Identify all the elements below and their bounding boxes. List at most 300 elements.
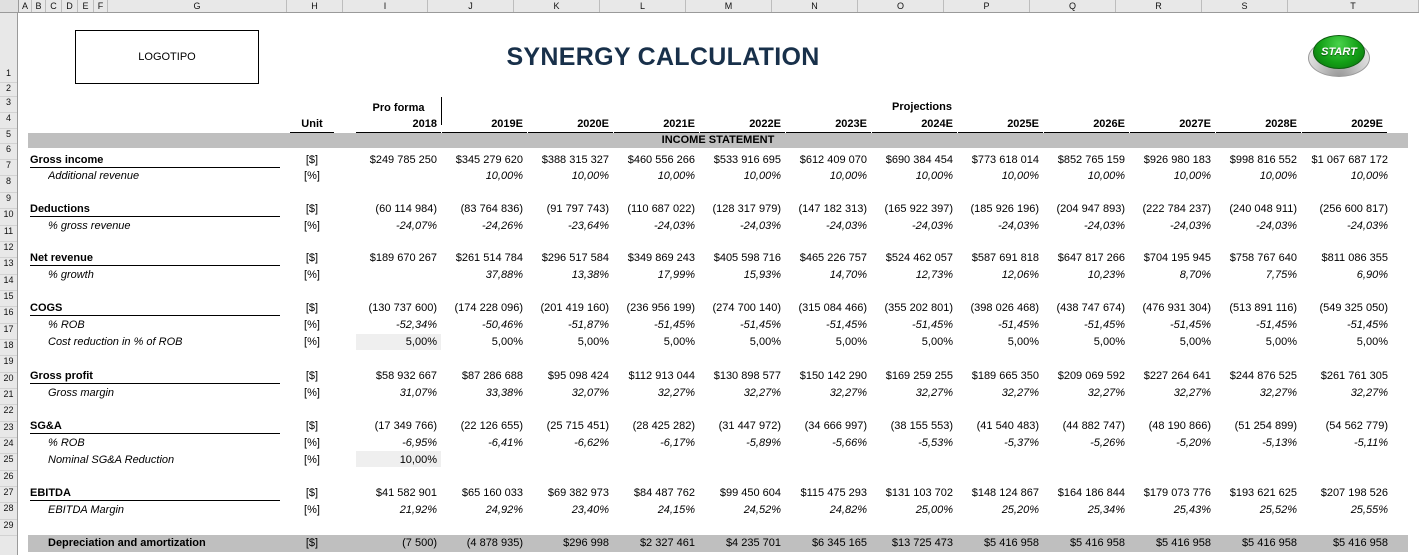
column-header-H[interactable]: H — [287, 0, 343, 12]
cell-deductions-2020E[interactable]: (91 797 743) — [546, 203, 609, 215]
row-header-column — [0, 13, 18, 555]
cell-cost-reduction-2018[interactable]: 5,00% — [405, 336, 437, 348]
cell-gross-profit-2029E[interactable]: $261 761 305 — [1320, 370, 1388, 382]
cell-gross-profit-2023E[interactable]: $150 142 290 — [799, 370, 867, 382]
cell-cogs-2022E[interactable]: (274 700 140) — [712, 302, 781, 314]
cell-ebitda-margin-2028E[interactable]: 25,52% — [1259, 504, 1297, 516]
cell-cogs-2020E[interactable]: (201 419 160) — [540, 302, 609, 314]
cell-net-revenue-2027E[interactable]: $704 195 945 — [1143, 252, 1211, 264]
row-label-ebitda: EBITDA — [30, 487, 71, 499]
cell-net-revenue-2021E[interactable]: $349 869 243 — [627, 252, 695, 264]
cell-depreciation-2024E[interactable]: $13 725 473 — [891, 537, 953, 549]
row-header-13[interactable]: 13 — [0, 258, 17, 275]
column-header-N[interactable]: N — [772, 0, 858, 12]
cell-net-revenue-2028E[interactable]: $758 767 640 — [1229, 252, 1297, 264]
cell-ebitda-margin-2019E[interactable]: 24,92% — [485, 504, 523, 516]
cell-cost-reduction-2027E[interactable]: 5,00% — [1179, 336, 1211, 348]
underline-deductions — [30, 216, 280, 217]
cell-sga-2025E[interactable]: (41 540 483) — [976, 420, 1039, 432]
cell-gross-income-2026E[interactable]: $852 765 159 — [1057, 154, 1125, 166]
cell-gross-margin-2019E[interactable]: 33,38% — [485, 387, 523, 399]
column-header-B[interactable]: B — [32, 0, 46, 12]
cell-additional-revenue-2028E[interactable]: 10,00% — [1259, 170, 1297, 182]
cell-ebitda-2029E[interactable]: $207 198 526 — [1320, 487, 1388, 499]
cell-cost-reduction-2019E[interactable]: 5,00% — [491, 336, 523, 348]
start-button-label: START — [1321, 46, 1357, 58]
year-header-2025E: 2025E — [958, 117, 1043, 133]
year-header-2018: 2018 — [356, 117, 441, 133]
column-header-row — [0, 0, 1419, 13]
cell-gross-margin-2018[interactable]: 31,07% — [399, 387, 437, 399]
cell-pct-rob-sga-2020E[interactable]: -6,62% — [574, 437, 609, 449]
cell-cost-reduction-2020E[interactable]: 5,00% — [577, 336, 609, 348]
cell-ebitda-margin-2021E[interactable]: 24,15% — [657, 504, 695, 516]
column-header-A[interactable]: A — [19, 0, 32, 12]
cell-depreciation-2023E[interactable]: $6 345 165 — [811, 537, 867, 549]
cell-cogs-2027E[interactable]: (476 931 304) — [1142, 302, 1211, 314]
cell-deductions-2025E[interactable]: (185 926 196) — [970, 203, 1039, 215]
cell-pct-gross-revenue-2024E[interactable]: -24,03% — [912, 220, 953, 232]
cell-deductions-2029E[interactable]: (256 600 817) — [1319, 203, 1388, 215]
cell-ebitda-margin-2026E[interactable]: 25,34% — [1087, 504, 1125, 516]
row-header-8[interactable]: 8 — [0, 176, 17, 193]
row-label-depreciation-amortization: Depreciation and amortization — [48, 537, 206, 549]
cell-sga-2029E[interactable]: (54 562 779) — [1325, 420, 1388, 432]
year-header-2020E: 2020E — [528, 117, 613, 133]
underline-cogs — [30, 315, 280, 316]
row-label-additional-revenue: Additional revenue — [48, 170, 140, 182]
cell-gross-margin-2029E[interactable]: 32,27% — [1350, 387, 1388, 399]
row-header-3[interactable]: 3 — [0, 97, 17, 113]
row-header-26[interactable]: 26 — [0, 471, 17, 487]
cell-gross-margin-2025E[interactable]: 32,27% — [1001, 387, 1039, 399]
column-header-C[interactable]: C — [46, 0, 62, 12]
row-header-28[interactable]: 28 — [0, 503, 17, 520]
cell-cost-reduction-2021E[interactable]: 5,00% — [663, 336, 695, 348]
cell-pct-growth-2028E[interactable]: 7,75% — [1265, 269, 1297, 281]
cell-net-revenue-2024E[interactable]: $524 462 057 — [885, 252, 953, 264]
cell-pct-growth-2021E[interactable]: 17,99% — [657, 269, 695, 281]
cell-pct-rob-cogs-2029E[interactable]: -51,45% — [1347, 319, 1388, 331]
column-header-O[interactable]: O — [858, 0, 944, 12]
row-header-10[interactable]: 10 — [0, 209, 17, 226]
cell-gross-profit-2020E[interactable]: $95 098 424 — [547, 370, 609, 382]
cell-gross-profit-2028E[interactable]: $244 876 525 — [1229, 370, 1297, 382]
cell-net-revenue-2025E[interactable]: $587 691 818 — [971, 252, 1039, 264]
row-header-14[interactable]: 14 — [0, 275, 17, 291]
cell-cogs-2025E[interactable]: (398 026 468) — [970, 302, 1039, 314]
cell-depreciation-2020E[interactable]: $296 998 — [563, 537, 609, 549]
row-header-16[interactable]: 16 — [0, 307, 17, 324]
cell-ebitda-margin-2020E[interactable]: 23,40% — [571, 504, 609, 516]
cell-gross-income-2028E[interactable]: $998 816 552 — [1229, 154, 1297, 166]
cell-ebitda-margin-2024E[interactable]: 25,00% — [915, 504, 953, 516]
cell-gross-profit-2018[interactable]: $58 932 667 — [375, 370, 437, 382]
cell-additional-revenue-2020E[interactable]: 10,00% — [571, 170, 609, 182]
cell-ebitda-2027E[interactable]: $179 073 776 — [1143, 487, 1211, 499]
cell-gross-margin-2027E[interactable]: 32,27% — [1173, 387, 1211, 399]
cell-cost-reduction-2022E[interactable]: 5,00% — [749, 336, 781, 348]
cell-net-revenue-2029E[interactable]: $811 086 355 — [1321, 252, 1388, 264]
cell-pct-growth-2020E[interactable]: 13,38% — [571, 269, 609, 281]
projections-label: Projections — [892, 101, 952, 113]
cell-ebitda-margin-2025E[interactable]: 25,20% — [1001, 504, 1039, 516]
cell-deductions-2022E[interactable]: (128 317 979) — [712, 203, 781, 215]
cell-sga-2022E[interactable]: (31 447 972) — [718, 420, 781, 432]
cell-pct-rob-sga-2023E[interactable]: -5,66% — [832, 437, 867, 449]
row-header-7[interactable]: 7 — [0, 160, 17, 176]
cell-net-revenue-2018[interactable]: $189 670 267 — [369, 252, 437, 264]
cell-additional-revenue-2025E[interactable]: 10,00% — [1001, 170, 1039, 182]
cell-sga-2023E[interactable]: (34 666 997) — [804, 420, 867, 432]
cell-pct-rob-sga-2025E[interactable]: -5,37% — [1004, 437, 1039, 449]
start-button-face — [1313, 35, 1365, 69]
column-header-M[interactable]: M — [686, 0, 772, 12]
underline-gross-income — [30, 167, 280, 168]
cell-cost-reduction-2028E[interactable]: 5,00% — [1265, 336, 1297, 348]
logo-placeholder — [75, 30, 259, 84]
unit-pct-rob-cogs: [%] — [304, 319, 320, 331]
cell-ebitda-2026E[interactable]: $164 186 844 — [1057, 487, 1125, 499]
row-header-2[interactable]: 2 — [0, 83, 17, 97]
cell-sga-2018[interactable]: (17 349 766) — [374, 420, 437, 432]
cell-pct-rob-cogs-2022E[interactable]: -51,45% — [740, 319, 781, 331]
cell-gross-profit-2021E[interactable]: $112 913 044 — [628, 370, 695, 382]
row-label-gross-margin: Gross margin — [48, 387, 115, 399]
column-header-F[interactable]: F — [94, 0, 108, 12]
cell-pct-rob-cogs-2024E[interactable]: -51,45% — [912, 319, 953, 331]
cell-ebitda-margin-2018[interactable]: 21,92% — [399, 504, 437, 516]
cell-gross-income-2020E[interactable]: $388 315 327 — [541, 154, 609, 166]
year-header-2023E: 2023E — [786, 117, 871, 133]
cell-pct-rob-sga-2019E[interactable]: -6,41% — [488, 437, 523, 449]
cell-pct-gross-revenue-2026E[interactable]: -24,03% — [1084, 220, 1125, 232]
row-label-net-revenue: Net revenue — [30, 252, 93, 264]
column-header-K[interactable]: K — [514, 0, 600, 12]
section-banner-income-statement: INCOME STATEMENT — [28, 133, 1408, 148]
cell-additional-revenue-2029E[interactable]: 10,00% — [1350, 170, 1388, 182]
unit-cost-reduction: [%] — [304, 336, 320, 348]
cell-ebitda-2028E[interactable]: $193 621 625 — [1229, 487, 1297, 499]
unit-cogs: [$] — [305, 302, 319, 314]
cell-pct-rob-sga-2029E[interactable]: -5,11% — [1353, 437, 1388, 449]
cell-ebitda-2024E[interactable]: $131 103 702 — [885, 487, 953, 499]
cell-pct-gross-revenue-2022E[interactable]: -24,03% — [740, 220, 781, 232]
cell-gross-income-2021E[interactable]: $460 556 266 — [627, 154, 695, 166]
column-header-L[interactable]: L — [600, 0, 686, 12]
column-header-J[interactable]: J — [428, 0, 514, 12]
cell-pct-growth-2025E[interactable]: 12,06% — [1001, 269, 1039, 281]
logo-label: LOGOTIPO — [138, 51, 196, 63]
cell-cogs-2021E[interactable]: (236 956 199) — [626, 302, 695, 314]
year-header-2029E: 2029E — [1302, 117, 1387, 133]
cell-grid[interactable] — [18, 13, 1419, 555]
cell-cost-reduction-2029E[interactable]: 5,00% — [1356, 336, 1388, 348]
cell-pct-gross-revenue-2028E[interactable]: -24,03% — [1256, 220, 1297, 232]
cell-gross-income-2018[interactable]: $249 785 250 — [369, 154, 437, 166]
row-label-deductions: Deductions — [30, 203, 90, 215]
cell-gross-income-2024E[interactable]: $690 384 454 — [885, 154, 953, 166]
row-header-5[interactable]: 5 — [0, 129, 17, 144]
cell-pct-rob-sga-2018[interactable]: -6,95% — [402, 437, 437, 449]
row-label-cost-reduction: Cost reduction in % of ROB — [48, 336, 183, 348]
sheet-body — [0, 13, 1419, 555]
cell-net-revenue-2023E[interactable]: $465 226 757 — [799, 252, 867, 264]
row-header-21[interactable]: 21 — [0, 389, 17, 405]
cell-cost-reduction-2023E[interactable]: 5,00% — [835, 336, 867, 348]
cell-ebitda-margin-2023E[interactable]: 24,82% — [829, 504, 867, 516]
cell-ebitda-2021E[interactable]: $84 487 762 — [633, 487, 695, 499]
cell-deductions-2024E[interactable]: (165 922 397) — [884, 203, 953, 215]
row-label-pct-rob-cogs: % ROB — [48, 319, 85, 331]
column-header-T[interactable]: T — [1288, 0, 1419, 12]
cell-gross-income-2029E[interactable]: $1 067 687 172 — [1311, 154, 1388, 166]
cell-additional-revenue-2023E[interactable]: 10,00% — [829, 170, 867, 182]
page-title: SYNERGY CALCULATION — [506, 43, 820, 71]
cell-deductions-2026E[interactable]: (204 947 893) — [1056, 203, 1125, 215]
cell-deductions-2023E[interactable]: (147 182 313) — [798, 203, 867, 215]
cell-additional-revenue-2019E[interactable]: 10,00% — [485, 170, 523, 182]
row-header-27[interactable]: 27 — [0, 487, 17, 503]
row-header-11[interactable]: 11 — [0, 226, 17, 242]
column-header-G[interactable]: G — [108, 0, 287, 12]
cell-gross-margin-2023E[interactable]: 32,27% — [829, 387, 867, 399]
cell-ebitda-margin-2029E[interactable]: 25,55% — [1350, 504, 1388, 516]
cell-cost-reduction-2025E[interactable]: 5,00% — [1007, 336, 1039, 348]
cell-ebitda-2018[interactable]: $41 582 901 — [375, 487, 437, 499]
cell-cost-reduction-2024E[interactable]: 5,00% — [921, 336, 953, 348]
row-header-18[interactable]: 18 — [0, 340, 17, 356]
cell-deductions-2027E[interactable]: (222 784 237) — [1142, 203, 1211, 215]
cell-gross-profit-2019E[interactable]: $87 286 688 — [461, 370, 523, 382]
cell-cogs-2026E[interactable]: (438 747 674) — [1056, 302, 1125, 314]
cell-pct-growth-2026E[interactable]: 10,23% — [1087, 269, 1125, 281]
row-header-17[interactable]: 17 — [0, 324, 17, 340]
cell-cost-reduction-2026E[interactable]: 5,00% — [1093, 336, 1125, 348]
cell-sga-2019E[interactable]: (22 126 655) — [460, 420, 523, 432]
row-label-cogs: COGS — [30, 302, 63, 314]
cell-gross-margin-2020E[interactable]: 32,07% — [571, 387, 609, 399]
cell-deductions-2028E[interactable]: (240 048 911) — [1229, 203, 1297, 215]
column-header-Q[interactable]: Q — [1030, 0, 1116, 12]
row-header-1[interactable]: 1 — [0, 13, 17, 83]
cell-pct-gross-revenue-2027E[interactable]: -24,03% — [1170, 220, 1211, 232]
column-header-I[interactable]: I — [343, 0, 428, 12]
cell-cogs-2019E[interactable]: (174 228 096) — [454, 302, 523, 314]
cell-depreciation-2027E[interactable]: $5 416 958 — [1155, 537, 1211, 549]
cell-sga-2024E[interactable]: (38 155 553) — [890, 420, 953, 432]
row-header-29[interactable]: 29 — [0, 520, 17, 536]
cell-sga-2027E[interactable]: (48 190 866) — [1148, 420, 1211, 432]
column-header-P[interactable]: P — [944, 0, 1030, 12]
cell-gross-profit-2024E[interactable]: $169 259 255 — [885, 370, 953, 382]
cell-pct-rob-sga-2028E[interactable]: -5,13% — [1262, 437, 1297, 449]
row-header-22[interactable]: 22 — [0, 405, 17, 422]
row-header-23[interactable]: 23 — [0, 422, 17, 438]
row-header-12[interactable]: 12 — [0, 242, 17, 258]
cell-net-revenue-2019E[interactable]: $261 514 784 — [455, 252, 523, 264]
cell-pct-growth-2029E[interactable]: 6,90% — [1356, 269, 1388, 281]
cell-ebitda-2019E[interactable]: $65 160 033 — [461, 487, 523, 499]
unit-pct-gross-revenue: [%] — [304, 220, 320, 232]
cell-cogs-2028E[interactable]: (513 891 116) — [1229, 302, 1297, 314]
unit-ebitda: [$] — [305, 487, 319, 499]
cell-depreciation-2018[interactable]: (7 500) — [402, 537, 437, 549]
cell-depreciation-2019E[interactable]: (4 878 935) — [466, 537, 523, 549]
unit-header: Unit — [290, 117, 334, 133]
column-header-R[interactable]: R — [1116, 0, 1202, 12]
cell-additional-revenue-2026E[interactable]: 10,00% — [1087, 170, 1125, 182]
cell-net-revenue-2026E[interactable]: $647 817 266 — [1057, 252, 1125, 264]
unit-deductions: [$] — [305, 203, 319, 215]
row-label-gross-profit: Gross profit — [30, 370, 93, 382]
cell-pct-growth-2027E[interactable]: 8,70% — [1179, 269, 1211, 281]
cell-pct-growth-2024E[interactable]: 12,73% — [915, 269, 953, 281]
cell-sga-2021E[interactable]: (28 425 282) — [632, 420, 695, 432]
underline-sga — [30, 433, 280, 434]
cell-depreciation-2022E[interactable]: $4 235 701 — [725, 537, 781, 549]
year-header-2022E: 2022E — [700, 117, 785, 133]
cell-pct-gross-revenue-2020E[interactable]: -23,64% — [568, 220, 609, 232]
row-header-6[interactable]: 6 — [0, 144, 17, 160]
cell-pct-rob-cogs-2020E[interactable]: -51,87% — [568, 319, 609, 331]
row-label-pct-rob-sga: % ROB — [48, 437, 85, 449]
cell-additional-revenue-2027E[interactable]: 10,00% — [1173, 170, 1211, 182]
cell-cogs-2023E[interactable]: (315 084 466) — [798, 302, 867, 314]
cell-net-revenue-2022E[interactable]: $405 598 716 — [713, 252, 781, 264]
year-header-2026E: 2026E — [1044, 117, 1129, 133]
cell-pct-gross-revenue-2018[interactable]: -24,07% — [396, 220, 437, 232]
row-header-19[interactable]: 19 — [0, 356, 17, 373]
cell-pct-gross-revenue-2019E[interactable]: -24,26% — [482, 220, 523, 232]
cell-gross-income-2022E[interactable]: $533 916 695 — [713, 154, 781, 166]
cell-gross-income-2027E[interactable]: $926 980 183 — [1143, 154, 1211, 166]
unit-net-revenue: [$] — [305, 252, 319, 264]
cell-pct-growth-2019E[interactable]: 37,88% — [485, 269, 523, 281]
cell-depreciation-2025E[interactable]: $5 416 958 — [983, 537, 1039, 549]
cell-ebitda-margin-2027E[interactable]: 25,43% — [1173, 504, 1211, 516]
unit-pct-growth: [%] — [304, 269, 320, 281]
unit-gross-profit: [$] — [305, 370, 319, 382]
cell-nominal-sga-reduction-2018[interactable]: 10,00% — [399, 454, 437, 466]
cell-pct-rob-cogs-2025E[interactable]: -51,45% — [998, 319, 1039, 331]
row-header-15[interactable]: 15 — [0, 291, 17, 307]
cell-pct-rob-sga-2026E[interactable]: -5,26% — [1090, 437, 1125, 449]
cell-gross-margin-2022E[interactable]: 32,27% — [743, 387, 781, 399]
cell-sga-2028E[interactable]: (51 254 899) — [1234, 420, 1297, 432]
cell-sga-2026E[interactable]: (44 882 747) — [1062, 420, 1125, 432]
cell-ebitda-2022E[interactable]: $99 450 604 — [719, 487, 781, 499]
row-label-pct-growth: % growth — [48, 269, 94, 281]
cell-pct-rob-cogs-2028E[interactable]: -51,45% — [1256, 319, 1297, 331]
cell-gross-profit-2026E[interactable]: $209 069 592 — [1057, 370, 1125, 382]
unit-sga: [$] — [305, 420, 319, 432]
cell-pct-growth-2022E[interactable]: 15,93% — [743, 269, 781, 281]
cell-gross-profit-2027E[interactable]: $227 264 641 — [1143, 370, 1211, 382]
cell-ebitda-2020E[interactable]: $69 382 973 — [547, 487, 609, 499]
cell-pct-gross-revenue-2029E[interactable]: -24,03% — [1347, 220, 1388, 232]
cell-gross-margin-2021E[interactable]: 32,27% — [657, 387, 695, 399]
cell-gross-margin-2026E[interactable]: 32,27% — [1087, 387, 1125, 399]
cell-pct-gross-revenue-2025E[interactable]: -24,03% — [998, 220, 1039, 232]
column-header-S[interactable]: S — [1202, 0, 1288, 12]
row-header-9[interactable]: 9 — [0, 193, 17, 209]
column-header-D[interactable]: D — [62, 0, 78, 12]
cell-pct-rob-cogs-2026E[interactable]: -51,45% — [1084, 319, 1125, 331]
cell-gross-profit-2022E[interactable]: $130 898 577 — [713, 370, 781, 382]
underline-net-revenue — [30, 265, 280, 266]
cell-pct-rob-sga-2024E[interactable]: -5,53% — [918, 437, 953, 449]
cell-ebitda-2023E[interactable]: $115 475 293 — [800, 487, 867, 499]
cell-pct-rob-cogs-2021E[interactable]: -51,45% — [654, 319, 695, 331]
row-header-24[interactable]: 24 — [0, 438, 17, 454]
cell-pct-rob-sga-2027E[interactable]: -5,20% — [1176, 437, 1211, 449]
column-header-E[interactable]: E — [78, 0, 94, 12]
cell-sga-2020E[interactable]: (25 715 451) — [546, 420, 609, 432]
cell-pct-rob-sga-2021E[interactable]: -6,17% — [660, 437, 695, 449]
row-header-25[interactable]: 25 — [0, 454, 17, 471]
unit-nominal-sga-reduction: [%] — [304, 454, 320, 466]
cell-pct-rob-cogs-2018[interactable]: -52,34% — [396, 319, 437, 331]
cell-gross-margin-2028E[interactable]: 32,27% — [1259, 387, 1297, 399]
cell-deductions-2021E[interactable]: (110 687 022) — [627, 203, 695, 215]
unit-depreciation-amortization: [$] — [305, 537, 319, 549]
cell-cogs-2018[interactable]: (130 737 600) — [368, 302, 437, 314]
cell-pct-growth-2023E[interactable]: 14,70% — [829, 269, 867, 281]
cell-cogs-2024E[interactable]: (355 202 801) — [884, 302, 953, 314]
start-button[interactable] — [1308, 33, 1370, 81]
cell-gross-income-2025E[interactable]: $773 618 014 — [971, 154, 1039, 166]
select-all-corner[interactable] — [0, 0, 19, 12]
cell-depreciation-2026E[interactable]: $5 416 958 — [1069, 537, 1125, 549]
cell-deductions-2018[interactable]: (60 114 984) — [375, 203, 437, 215]
unit-additional-revenue: [%] — [304, 170, 320, 182]
row-label-sga: SG&A — [30, 420, 62, 432]
cell-depreciation-2029E[interactable]: $5 416 958 — [1332, 537, 1388, 549]
year-header-2028E: 2028E — [1216, 117, 1301, 133]
cell-gross-profit-2025E[interactable]: $189 665 350 — [971, 370, 1039, 382]
cell-pct-rob-cogs-2023E[interactable]: -51,45% — [826, 319, 867, 331]
cell-pct-gross-revenue-2021E[interactable]: -24,03% — [654, 220, 695, 232]
year-header-2024E: 2024E — [872, 117, 957, 133]
cell-deductions-2019E[interactable]: (83 764 836) — [460, 203, 523, 215]
cell-pct-gross-revenue-2023E[interactable]: -24,03% — [826, 220, 867, 232]
cell-ebitda-2025E[interactable]: $148 124 867 — [971, 487, 1039, 499]
cell-gross-margin-2024E[interactable]: 32,27% — [915, 387, 953, 399]
cell-additional-revenue-2021E[interactable]: 10,00% — [657, 170, 695, 182]
cell-pct-rob-cogs-2019E[interactable]: -50,46% — [482, 319, 523, 331]
row-header-20[interactable]: 20 — [0, 373, 17, 389]
cell-depreciation-2021E[interactable]: $2 327 461 — [639, 537, 695, 549]
unit-gross-income: [$] — [305, 154, 319, 166]
row-header-4[interactable]: 4 — [0, 113, 17, 129]
row-label-gross-income: Gross income — [30, 154, 104, 166]
cell-net-revenue-2020E[interactable]: $296 517 584 — [541, 252, 609, 264]
cell-depreciation-2028E[interactable]: $5 416 958 — [1241, 537, 1297, 549]
cell-pct-rob-sga-2022E[interactable]: -5,89% — [746, 437, 781, 449]
unit-pct-rob-sga: [%] — [304, 437, 320, 449]
cell-gross-income-2019E[interactable]: $345 279 620 — [455, 154, 523, 166]
row-label-ebitda-margin: EBITDA Margin — [48, 504, 125, 516]
cell-gross-income-2023E[interactable]: $612 409 070 — [799, 154, 867, 166]
cell-additional-revenue-2022E[interactable]: 10,00% — [743, 170, 781, 182]
row-label-pct-gross-revenue: % gross revenue — [48, 220, 131, 232]
cell-ebitda-margin-2022E[interactable]: 24,52% — [743, 504, 781, 516]
year-header-2019E: 2019E — [442, 117, 527, 133]
cell-additional-revenue-2024E[interactable]: 10,00% — [915, 170, 953, 182]
cell-cogs-2029E[interactable]: (549 325 050) — [1319, 302, 1388, 314]
cell-pct-rob-cogs-2027E[interactable]: -51,45% — [1170, 319, 1211, 331]
